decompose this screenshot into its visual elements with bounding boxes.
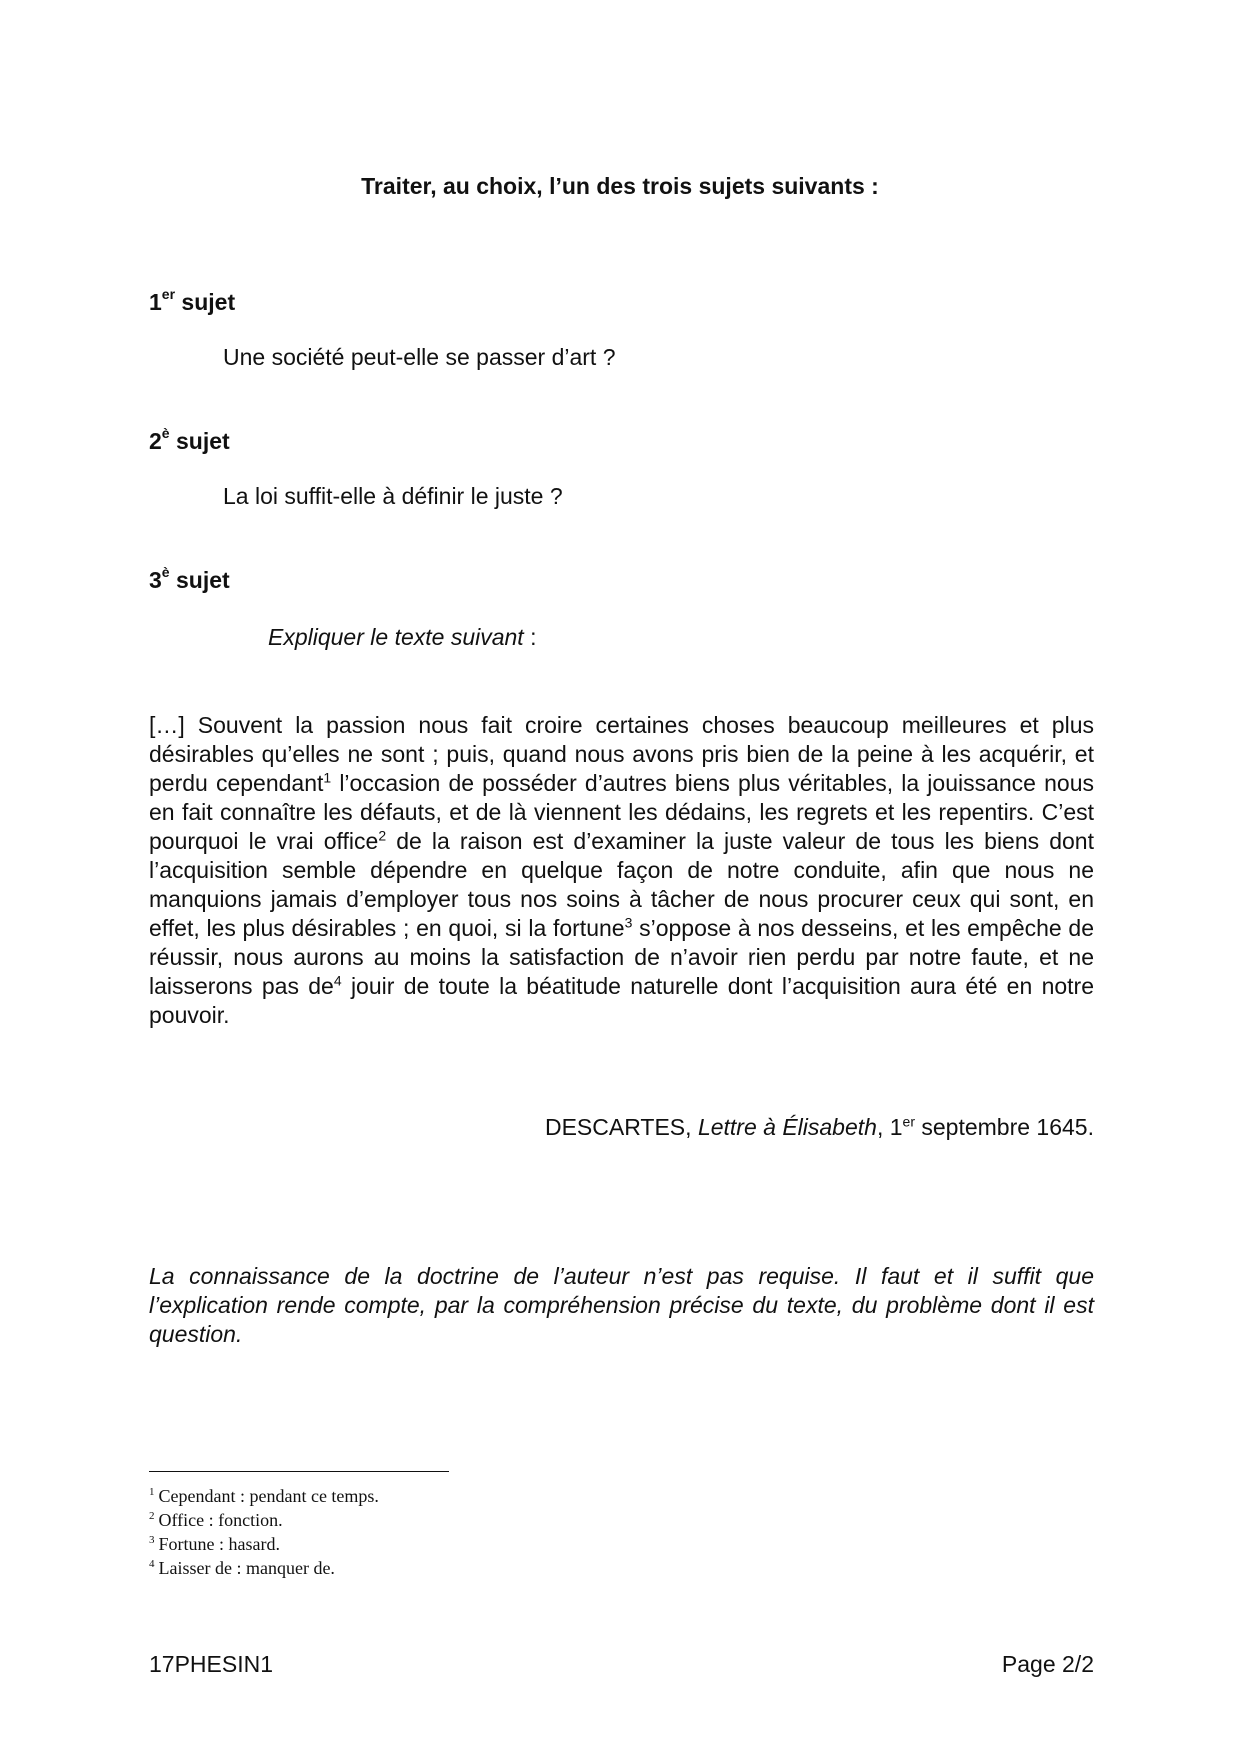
ordinal-suffix: è xyxy=(161,425,170,442)
instruction-colon: : xyxy=(523,624,537,650)
citation-day: , 1 xyxy=(876,1114,903,1140)
footnote-divider xyxy=(149,1471,449,1472)
subject-1-question: Une société peut-elle se passer d’art ? xyxy=(223,344,616,370)
page-title: Traiter, au choix, l’un des trois sujets suivants : xyxy=(361,173,879,199)
footnote-item xyxy=(149,1556,379,1580)
footnote-ref: 3 xyxy=(624,914,633,931)
passage-part: de la raison est d’examiner la juste valeur de tous les biens dont l’acquisition semble dépendre en quelque façon de notre conduite, afin que nous ne manquions jamais d’employer tous nos soins à tâcher de nous procurer ceux qui sont, en effet, les plus désirables ; en quoi, si la fortune xyxy=(149,828,1094,941)
citation-work: Lettre à Élisabeth xyxy=(697,1114,877,1140)
subject-word: sujet xyxy=(175,428,230,454)
footnote-number: 1 xyxy=(149,1486,155,1498)
passage-part: s’oppose à nos desseins, et les empêche de réussir, nous aurons au moins la satisfaction de n’avoir rien perdu par notre faute, et ne laisserons pas de xyxy=(149,915,1094,999)
subject-3-heading xyxy=(149,564,230,594)
footnotes-list xyxy=(149,1484,379,1580)
subject-number: 1 xyxy=(149,289,162,315)
ordinal-suffix: er xyxy=(902,1113,915,1130)
footnote-text: Laisser de : manquer de. xyxy=(158,1558,335,1578)
footnote-text: Fortune : hasard. xyxy=(158,1534,280,1554)
document-code: 17PHESIN1 xyxy=(149,1651,274,1677)
subject-1-heading xyxy=(149,286,236,316)
page-number: Page 2/2 xyxy=(1001,1651,1094,1677)
instruction xyxy=(268,624,536,651)
subject-2-question: La loi suffit-elle à définir le juste ? xyxy=(223,483,563,509)
passage-text xyxy=(149,711,1094,1030)
citation-author: DESCARTES, xyxy=(544,1114,698,1140)
subject-2-heading xyxy=(149,425,230,455)
subject-number: 3 xyxy=(149,567,162,593)
footnote-number: 3 xyxy=(149,1534,155,1546)
subject-number: 2 xyxy=(149,428,162,454)
footnote-number: 2 xyxy=(149,1510,155,1522)
instruction-italic: Expliquer le texte suivant xyxy=(268,624,524,650)
passage-part: […] Souvent la passion nous fait croire certaines choses beaucoup meilleures et plus désirables qu’elles ne sont ; puis, quand nous avons pris bien de la peine à les acquérir, et perdu cependant xyxy=(149,712,1094,796)
citation xyxy=(545,1114,1094,1141)
passage-part: l’occasion de posséder d’autres biens plus véritables, la jouissance nous en fait connaître les défauts, et de là viennent les dédains, les regrets et les repentirs. C’est pourquoi le vrai office xyxy=(149,770,1094,854)
footnote-item xyxy=(149,1508,379,1532)
footnote-item xyxy=(149,1532,379,1556)
footnote-text: Office : fonction. xyxy=(158,1510,283,1530)
footnote-number: 4 xyxy=(149,1558,155,1570)
footnote-ref: 4 xyxy=(333,972,342,989)
subject-word: sujet xyxy=(181,289,236,315)
passage-part: jouir de toute la béatitude naturelle dont l’acquisition aura été en notre pouvoir. xyxy=(149,973,1095,1028)
citation-date: septembre 1645. xyxy=(914,1114,1094,1140)
ordinal-suffix: er xyxy=(161,286,176,303)
footnote-text: Cependant : pendant ce temps. xyxy=(158,1486,379,1506)
footnote-ref: 2 xyxy=(378,827,387,844)
ordinal-suffix: è xyxy=(161,564,170,581)
footnote-item xyxy=(149,1484,379,1508)
footnote-ref: 1 xyxy=(323,769,332,786)
exam-note: La connaissance de la doctrine de l’auteur n’est pas requise. Il faut et il suffit que l’explication rende compte, par la compréhension précise du texte, du problème dont il est question. xyxy=(149,1263,1094,1347)
subject-word: sujet xyxy=(175,567,230,593)
